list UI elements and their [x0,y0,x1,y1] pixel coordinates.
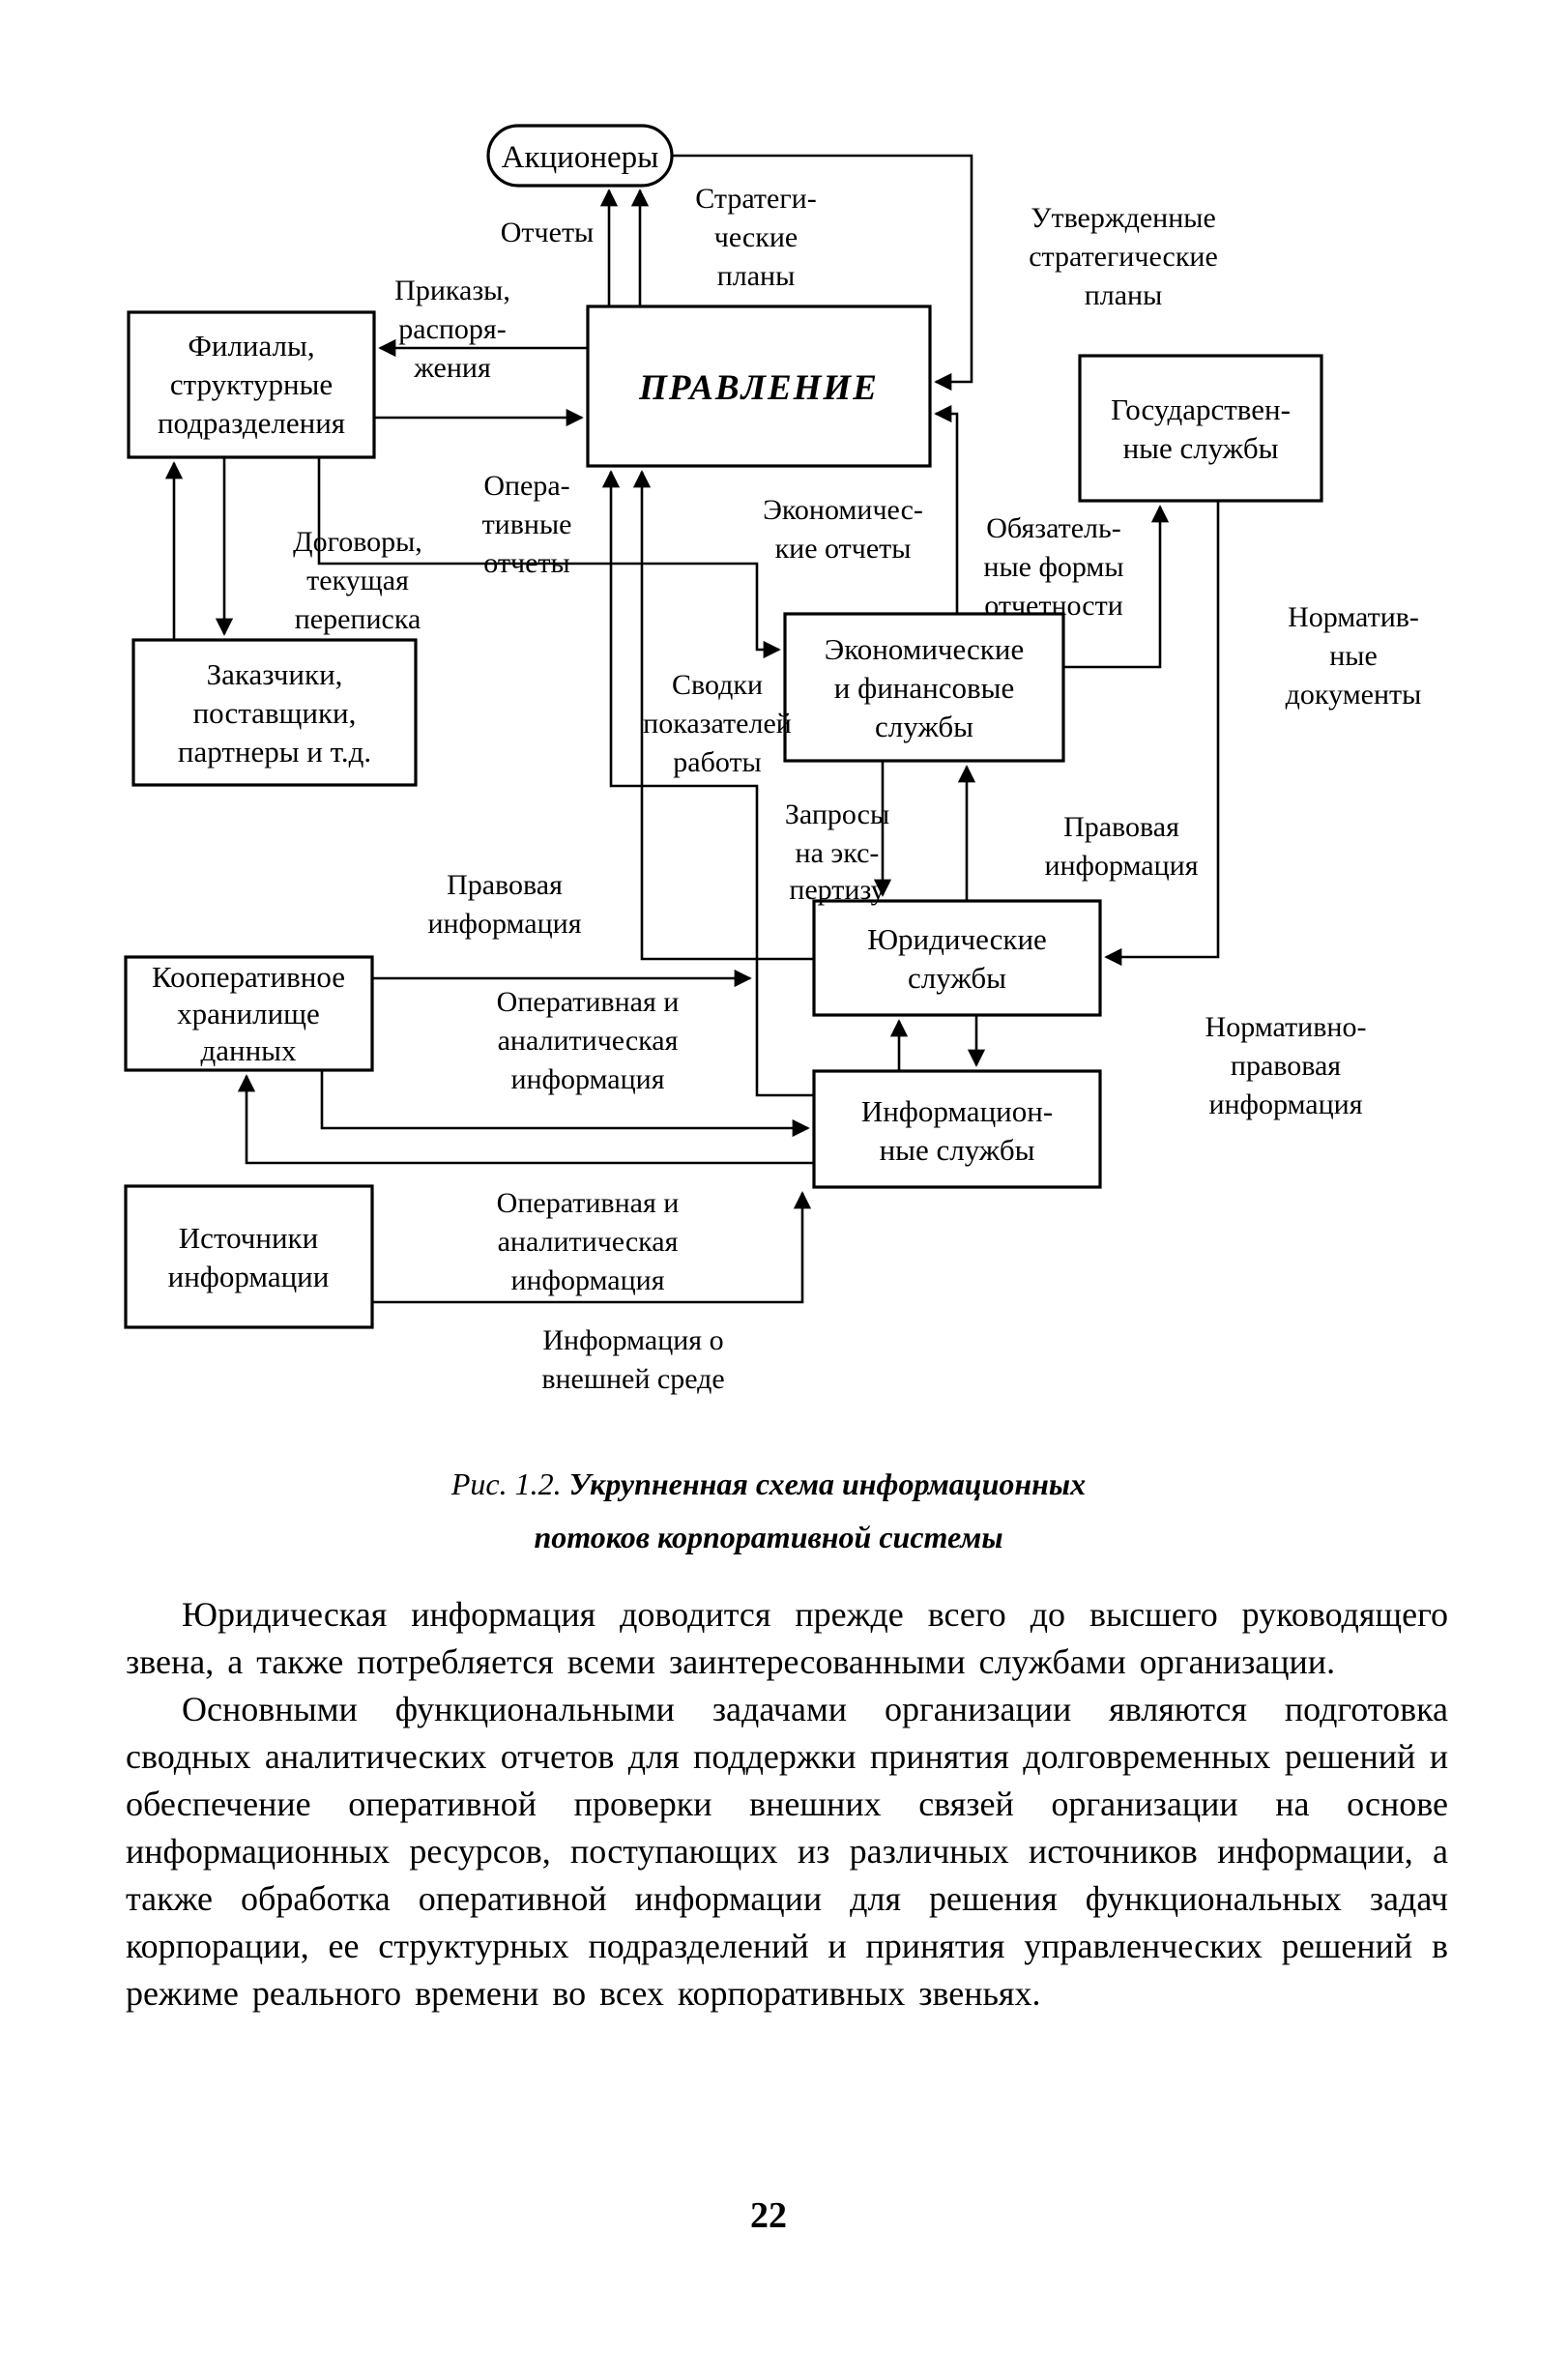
node-info-services [814,1071,1100,1187]
svg-text:Запросы: Запросы [784,798,890,830]
svg-text:отчеты: отчеты [483,547,570,579]
node-warehouse [126,957,372,1070]
svg-text:Нормативно-: Нормативно- [1205,1011,1367,1043]
svg-text:данных: данных [200,1033,297,1067]
svg-text:текущая: текущая [306,565,409,596]
svg-text:ные службы: ные службы [879,1133,1035,1167]
svg-text:партнеры и т.д.: партнеры и т.д. [177,735,372,769]
label-approved-plans [1029,202,1218,311]
label-external-env-info [541,1324,724,1395]
svg-text:Отчеты: Отчеты [500,217,595,248]
svg-text:информация: информация [510,1063,665,1095]
svg-text:Источники: Источники [178,1221,319,1255]
svg-text:правовая: правовая [1230,1050,1342,1082]
svg-text:ческие: ческие [713,221,799,253]
svg-text:информация: информация [1208,1088,1363,1120]
svg-text:Опера-: Опера- [483,470,570,502]
svg-text:переписка: переписка [294,603,421,635]
svg-text:Информация о: Информация о [542,1324,724,1356]
svg-text:кие отчеты: кие отчеты [774,533,912,565]
svg-text:отчетности: отчетности [984,590,1123,622]
paragraph-1: Юридическая информация доводится прежде всего до высшего руководящего звена, а также потребляется всеми заинтересованными службами организации. [126,1595,1448,1681]
svg-text:информация: информация [427,908,582,940]
figure-number: Рис. 1.2. [450,1466,562,1501]
svg-text:службы: службы [875,710,973,743]
svg-text:ные: ные [1329,640,1378,672]
svg-text:службы: службы [908,961,1006,995]
svg-text:информация: информация [510,1264,665,1296]
label-economic-reports [763,494,923,565]
figure-caption [0,1458,1537,1564]
svg-text:информация: информация [1044,850,1199,882]
figure-caption-line1: Рис. 1.2. Укрупненная схема информационных [450,1466,1087,1501]
svg-text:жения: жения [414,352,491,384]
svg-text:распоря-: распоря- [398,313,507,345]
body-text [126,1591,1448,2017]
svg-text:Приказы,: Приказы, [394,275,510,306]
svg-text:Правовая: Правовая [447,869,563,901]
svg-text:Государствен-: Государствен- [1111,392,1291,426]
svg-text:поставщики,: поставщики, [192,696,357,730]
node-econ-services [785,614,1063,761]
label-oper-analytical-lower [497,1187,680,1296]
svg-text:планы: планы [1084,279,1163,311]
svg-text:Информацион-: Информацион- [860,1094,1054,1128]
svg-text:структурные: структурные [169,367,334,401]
node-gov-services [1080,356,1321,501]
svg-text:на экс-: на экс- [795,837,880,869]
label-legal-info-right [1044,811,1198,882]
svg-text:показателей: показателей [643,708,792,740]
svg-text:Оперативная и: Оперативная и [496,986,680,1018]
svg-text:Кооперативное: Кооперативное [152,960,345,994]
node-shareholders-label: Акционеры [501,140,659,175]
svg-text:внешней среде: внешней среде [541,1363,725,1395]
svg-text:Стратеги-: Стратеги- [695,183,817,215]
label-contracts [293,526,422,635]
label-orders [394,275,510,384]
svg-text:документы: документы [1285,679,1422,711]
svg-text:хранилище: хранилище [177,997,320,1030]
svg-text:подразделения: подразделения [157,406,346,440]
svg-text:Договоры,: Договоры, [293,526,422,558]
svg-text:Экономические: Экономические [824,632,1025,666]
svg-text:аналитическая: аналитическая [497,1226,679,1258]
svg-text:аналитическая: аналитическая [497,1025,679,1057]
svg-text:Утвержденные: Утвержденные [1031,202,1216,234]
label-operational-reports [482,470,572,579]
arrow-econ-to-board-economic-reports [936,414,957,614]
label-mandatory-forms [983,512,1123,622]
svg-text:Юридические: Юридические [867,922,1047,956]
label-expertise-requests [785,798,889,906]
label-work-summaries [643,669,792,778]
svg-text:Экономичес-: Экономичес- [763,494,923,526]
svg-text:Правовая: Правовая [1063,811,1179,843]
node-board-label: ПРАВЛЕНИЕ [639,368,879,408]
svg-text:тивные: тивные [481,508,572,540]
label-strategic-plans [695,183,816,292]
label-legal-info-left [427,869,581,940]
svg-text:планы: планы [716,260,796,292]
svg-text:ные формы: ные формы [983,551,1124,583]
svg-text:информации: информации [167,1260,330,1293]
svg-text:и финансовые: и финансовые [833,671,1015,705]
svg-text:ные службы: ные службы [1122,431,1279,465]
label-normative-legal-info [1205,1011,1367,1120]
node-legal-services [814,901,1100,1015]
svg-text:Заказчики,: Заказчики, [206,657,343,691]
paragraph-2: Основными функциональными задачами организации являются подготовка сводных аналитических отчетов для поддержки принятия долговременных решений и обеспечение оперативной проверки внешних связей организации на основе информационных ресурсов, поступающих из различных источников информации, а также обработка оперативной информации для решения функциональных задач корпорации, ее структурных подразделений и принятия управленческих решений в режиме реального времени во всех корпоративных звеньях. [126,1690,1448,2013]
label-reports [501,217,594,248]
node-sources [126,1186,372,1327]
label-oper-analytical-upper [497,986,680,1095]
svg-text:Норматив-: Норматив- [1288,601,1419,633]
svg-text:Филиалы,: Филиалы, [188,329,315,363]
node-shareholders [488,126,672,186]
svg-text:работы: работы [673,746,762,778]
svg-text:Оперативная и: Оперативная и [496,1187,680,1219]
svg-text:пертизу: пертизу [789,874,886,906]
figure-caption-line2: потоков корпоративной системы [534,1520,1003,1554]
svg-text:Сводки: Сводки [672,669,763,701]
node-branches [129,312,374,457]
page-number: 22 [750,2195,787,2236]
svg-text:стратегические: стратегические [1029,241,1218,273]
label-normative-docs [1286,601,1422,711]
svg-text:Обязатель-: Обязатель- [986,512,1121,544]
node-board [588,306,930,466]
node-customers [133,640,416,785]
